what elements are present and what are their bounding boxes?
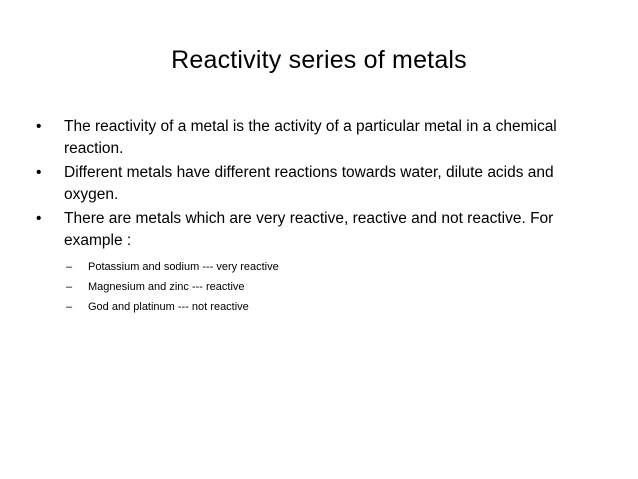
sub-bullet-marker: – — [66, 261, 73, 273]
bullet-text: The reactivity of a metal is the activity of a particular metal in a chemical reaction. — [64, 118, 557, 157]
bullet-item — [36, 116, 596, 160]
bullet-item — [36, 162, 596, 206]
bullet-text: There are metals which are very reactive, reactive and not reactive. For example : — [64, 210, 554, 249]
sub-bullet-item — [64, 258, 596, 277]
sub-bullet-marker: – — [66, 281, 73, 293]
bullet-item — [36, 208, 596, 317]
sub-bullet-marker: – — [66, 301, 73, 313]
bullet-marker: • — [36, 210, 42, 227]
slide-title: Reactivity series of metals — [171, 46, 467, 74]
bullet-text: Different metals have different reactions towards water, dilute acids and oxygen. — [64, 164, 554, 203]
bullet-marker: • — [36, 164, 42, 181]
sub-bullet-text: God and platinum --- not reactive — [88, 301, 249, 313]
sub-bullet-item — [64, 278, 596, 297]
sub-bullet-list — [64, 258, 596, 317]
sub-bullet-item — [64, 298, 596, 317]
bullet-marker: • — [36, 118, 42, 135]
bullet-list — [36, 116, 596, 319]
sub-bullet-text: Magnesium and zinc --- reactive — [88, 281, 245, 293]
sub-bullet-text: Potassium and sodium --- very reactive — [88, 261, 279, 273]
